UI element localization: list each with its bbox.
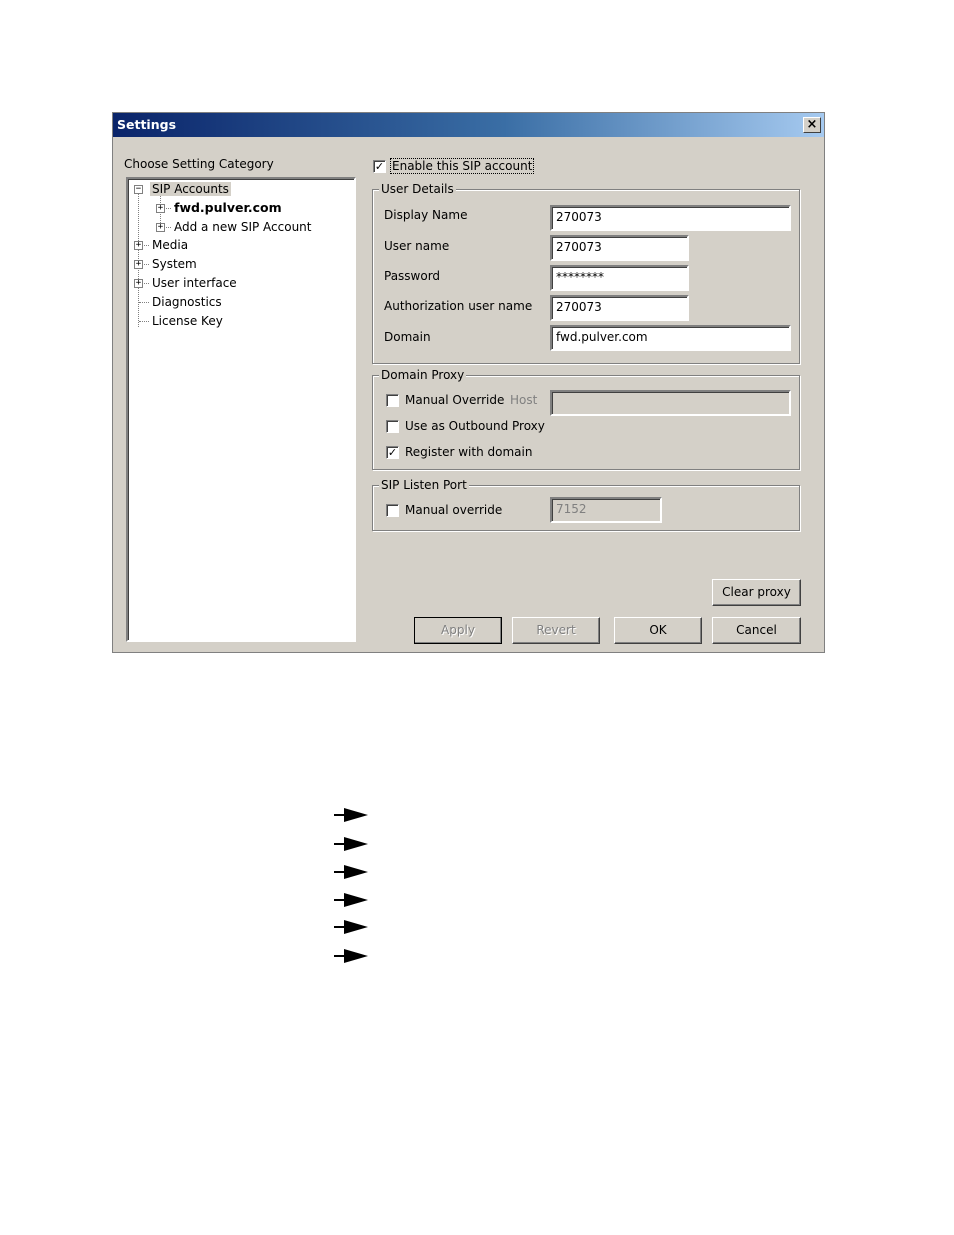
- tree-item-label: Add a new SIP Account: [174, 220, 312, 234]
- close-button[interactable]: [803, 117, 821, 133]
- password-label: Password: [384, 269, 441, 283]
- display-name-label: Display Name: [384, 208, 468, 222]
- password-field[interactable]: ********: [550, 265, 689, 291]
- enable-sip-label[interactable]: Enable this SIP account: [392, 159, 533, 173]
- clear-proxy-button[interactable]: Clear proxy: [712, 579, 801, 606]
- tree-item-label: System: [152, 257, 197, 271]
- settings-dialog: [112, 112, 825, 653]
- tree-item-label: Media: [152, 238, 189, 252]
- user-name-field[interactable]: 270073: [550, 235, 689, 261]
- sip-listen-port-legend: SIP Listen Port: [381, 478, 467, 492]
- display-name-field[interactable]: 270073: [550, 205, 791, 231]
- checkmark-icon: ✓: [374, 160, 385, 173]
- tree-item-label: SIP Accounts: [152, 182, 229, 196]
- tree-line: [139, 302, 149, 303]
- tree-line: [139, 321, 149, 322]
- tree-item-fwd-pulver[interactable]: [174, 200, 282, 216]
- tree-item-label: User interface: [152, 276, 237, 290]
- tree-item-sip-accounts[interactable]: [150, 181, 231, 197]
- ok-button[interactable]: OK: [614, 617, 702, 644]
- enable-sip-checkbox[interactable]: [373, 160, 386, 173]
- host-label: Host: [510, 393, 538, 407]
- tree-item-label: Diagnostics: [152, 295, 222, 309]
- title-bar[interactable]: [113, 113, 824, 137]
- right-arrow-icon: [334, 808, 368, 822]
- expand-icon[interactable]: +: [135, 259, 142, 269]
- window-title: Settings: [117, 117, 177, 132]
- register-domain-checkbox[interactable]: [386, 446, 399, 459]
- domain-proxy-legend: Domain Proxy: [381, 368, 465, 382]
- tree-item-label: fwd.pulver.com: [174, 200, 282, 215]
- auth-user-name-label: Authorization user name: [384, 299, 533, 313]
- tree-item-label: License Key: [152, 314, 223, 328]
- tree-item-diagnostics[interactable]: [152, 294, 222, 310]
- tree-item-add-sip-account[interactable]: [174, 219, 312, 235]
- category-tree[interactable]: [126, 177, 356, 642]
- host-field[interactable]: [550, 390, 791, 416]
- choose-category-label: Choose Setting Category: [124, 157, 274, 171]
- right-arrow-icon: [334, 949, 368, 963]
- manual-override-label[interactable]: Manual Override: [405, 393, 505, 407]
- outbound-proxy-checkbox[interactable]: [386, 420, 399, 433]
- domain-field[interactable]: fwd.pulver.com: [550, 325, 791, 351]
- right-arrow-icon: [334, 837, 368, 851]
- expand-icon[interactable]: +: [157, 203, 164, 213]
- collapse-icon[interactable]: −: [135, 184, 142, 194]
- manual-override-checkbox[interactable]: [386, 394, 399, 407]
- apply-button[interactable]: Apply: [414, 617, 502, 644]
- expand-icon[interactable]: +: [135, 240, 142, 250]
- tree-item-system[interactable]: [152, 256, 197, 272]
- port-manual-override-label[interactable]: Manual override: [405, 503, 503, 517]
- tree-item-user-interface[interactable]: [152, 275, 237, 291]
- expand-icon[interactable]: +: [157, 222, 164, 232]
- user-name-label: User name: [384, 239, 450, 253]
- revert-button[interactable]: Revert: [512, 617, 600, 644]
- right-arrow-icon: [334, 920, 368, 934]
- user-details-legend: User Details: [381, 182, 454, 196]
- tree-item-media[interactable]: [152, 237, 188, 253]
- listen-port-field[interactable]: 7152: [550, 497, 662, 523]
- cancel-button[interactable]: Cancel: [712, 617, 801, 644]
- domain-label: Domain: [384, 330, 431, 344]
- right-arrow-icon: [334, 893, 368, 907]
- checkmark-icon: ✓: [387, 446, 398, 459]
- expand-icon[interactable]: +: [135, 278, 142, 288]
- right-arrow-icon: [334, 865, 368, 879]
- outbound-proxy-label[interactable]: Use as Outbound Proxy: [405, 419, 545, 433]
- port-manual-override-checkbox[interactable]: [386, 504, 399, 517]
- tree-item-license-key[interactable]: [152, 313, 223, 329]
- register-domain-label[interactable]: Register with domain: [405, 445, 533, 459]
- auth-user-name-field[interactable]: 270073: [550, 295, 689, 321]
- close-icon: ×: [806, 117, 818, 132]
